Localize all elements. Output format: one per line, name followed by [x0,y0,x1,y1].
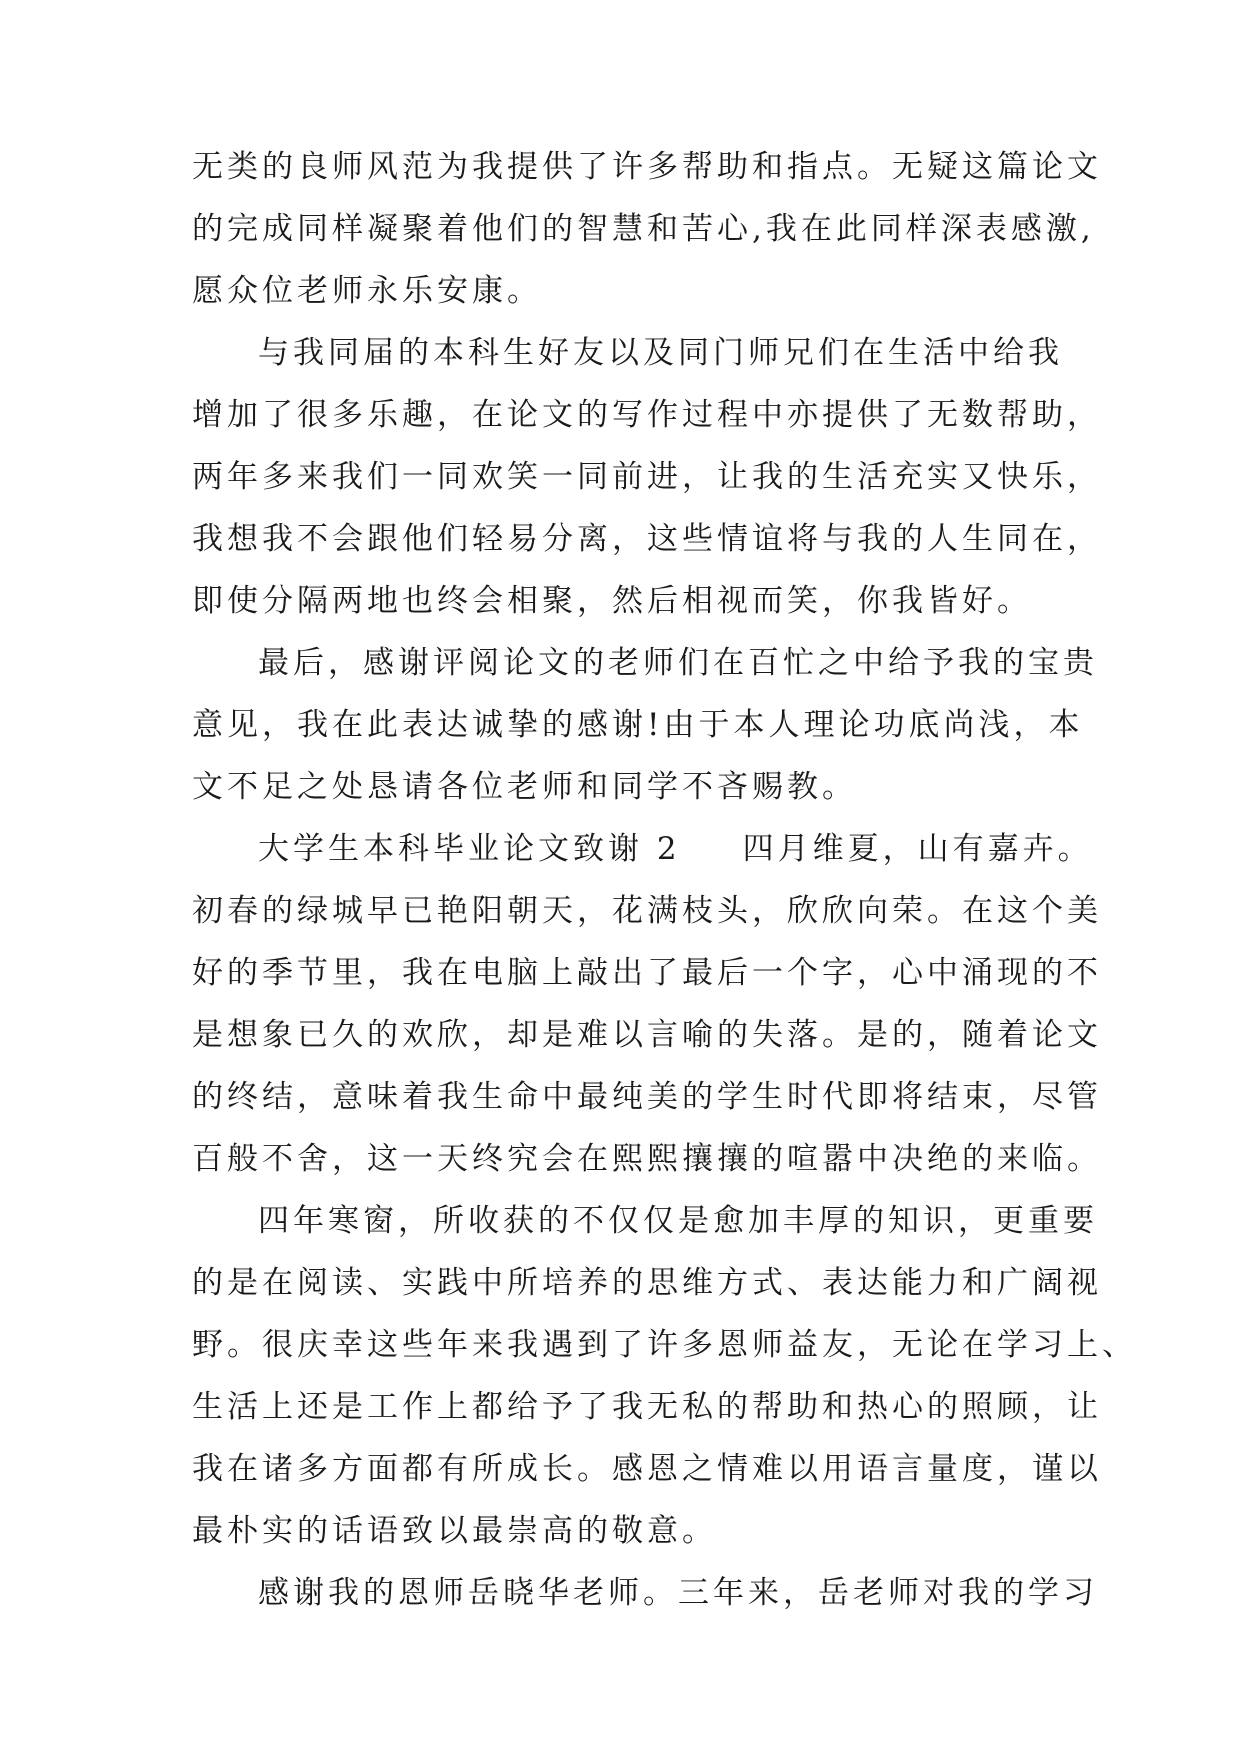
text-line: 最朴实的话语致以最崇高的敬意。 [192,1513,717,1549]
text-line: 是想象已久的欢欣，却是难以言喻的失落。是的，随着论文 [192,1017,1102,1053]
section-opening: 四月维夏，山有嘉卉。 [742,831,1093,867]
text-line: 初春的绿城早已艳阳朝天，花满枝头，欣欣向荣。在这个美 [192,893,1102,929]
text-line: 即使分隔两地也终会相聚，然后相视而笑，你我皆好。 [192,583,1032,619]
paragraph-start-line: 最后，感谢评阅论文的老师们在百忙之中给予我的宝贵 [258,645,1098,681]
text-line: 两年多来我们一同欢笑一同前进，让我的生活充实又快乐， [192,459,1102,495]
text-line: 好的季节里，我在电脑上敲出了最后一个字，心中涌现的不 [192,955,1102,991]
text-line: 意见，我在此表达诚挚的感谢!由于本人理论功底尚浅，本 [192,707,1084,743]
paragraph-start-line: 感谢我的恩师岳晓华老师。三年来，岳老师对我的学习 [258,1575,1098,1611]
text-line: 我在诸多方面都有所成长。感恩之情难以用语言量度，谨以 [192,1451,1102,1487]
section-title: 大学生本科毕业论文致谢 2 [258,831,681,867]
text-line: 百般不舍，这一天终究会在熙熙攘攘的喧嚣中决绝的来临。 [192,1141,1102,1177]
text-line: 增加了很多乐趣，在论文的写作过程中亦提供了无数帮助， [192,397,1102,433]
document-body [192,136,1137,1624]
text-line: 野。很庆幸这些年来我遇到了许多恩师益友，无论在学习上、 [192,1327,1137,1363]
text-line: 文不足之处恳请各位老师和同学不吝赐教。 [192,769,857,805]
section-heading-line [192,818,1092,880]
paragraph-start-line: 四年寒窗，所收获的不仅仅是愈加丰厚的知识，更重要 [258,1203,1098,1239]
text-line: 无类的良师风范为我提供了许多帮助和指点。无疑这篇论文 [192,149,1102,185]
text-line: 愿众位老师永乐安康。 [192,273,542,309]
text-line: 我想我不会跟他们轻易分离，这些情谊将与我的人生同在， [192,521,1102,557]
paragraph-start-line: 与我同届的本科生好友以及同门师兄们在生活中给我 [258,335,1063,371]
text-line: 生活上还是工作上都给予了我无私的帮助和热心的照顾，让 [192,1389,1102,1425]
text-line: 的终结，意味着我生命中最纯美的学生时代即将结束，尽管 [192,1079,1102,1115]
text-line: 的是在阅读、实践中所培养的思维方式、表达能力和广阔视 [192,1265,1102,1301]
text-line: 的完成同样凝聚着他们的智慧和苦心,我在此同样深表感激, [192,211,1095,247]
